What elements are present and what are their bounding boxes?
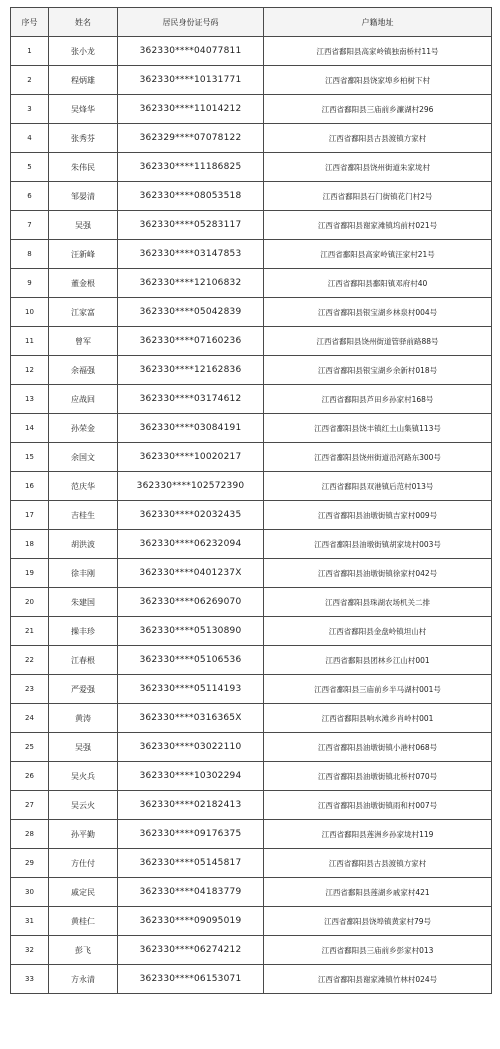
row-address: 江西省鄱阳县高家岭镇独南桥村11号 [264,37,492,66]
row-id-number: 362330****03084191 [118,414,264,443]
row-seq: 20 [11,588,49,617]
row-address: 江西省鄱阳县珠湖农场机关二排 [264,588,492,617]
table-row [11,298,492,327]
row-name: 余福强 [49,356,118,385]
row-id-number: 362330****06269070 [118,588,264,617]
row-id-number: 362330****05283117 [118,211,264,240]
table-row [11,907,492,936]
row-name: 吴烽华 [49,95,118,124]
row-seq: 9 [11,269,49,298]
row-address: 江西省鄱阳县古县渡镇方家村 [264,849,492,878]
row-name: 邹晏清 [49,182,118,211]
table-body [11,37,492,994]
row-seq: 29 [11,849,49,878]
row-id-number: 362330****05042839 [118,298,264,327]
header-address: 户籍地址 [264,8,492,37]
table-header [11,8,492,37]
row-name: 余国文 [49,443,118,472]
row-name: 戚定民 [49,878,118,907]
row-id-number: 362330****03174612 [118,385,264,414]
table-row [11,472,492,501]
row-seq: 6 [11,182,49,211]
table-row [11,646,492,675]
row-seq: 10 [11,298,49,327]
row-seq: 28 [11,820,49,849]
row-name: 朱建国 [49,588,118,617]
row-id-number: 362330****09176375 [118,820,264,849]
row-name: 方仕付 [49,849,118,878]
row-address: 江西省鄱阳县古县渡镇方家村 [264,124,492,153]
row-name: 应战回 [49,385,118,414]
document-page [10,7,491,994]
table-row [11,733,492,762]
row-id-number: 362329****07078122 [118,124,264,153]
table-row [11,849,492,878]
header-name: 姓名 [49,8,118,37]
row-name: 江家富 [49,298,118,327]
table-row [11,530,492,559]
row-name: 董金根 [49,269,118,298]
row-address: 江西省鄱阳县油墩街镇北桥村070号 [264,762,492,791]
table-row [11,878,492,907]
row-address: 江西省鄱阳县油墩街镇徐家村042号 [264,559,492,588]
row-id-number: 362330****10302294 [118,762,264,791]
row-address: 江西省鄱阳县鄱阳镇邓府村40 [264,269,492,298]
row-name: 张小龙 [49,37,118,66]
row-name: 吴火兵 [49,762,118,791]
table-row [11,588,492,617]
row-seq: 31 [11,907,49,936]
header-row [11,8,492,37]
row-address: 江西省鄱阳县三庙前乡半马湖村001号 [264,675,492,704]
table-row [11,240,492,269]
row-name: 胡洪波 [49,530,118,559]
row-id-number: 362330****06232094 [118,530,264,559]
row-seq: 27 [11,791,49,820]
row-address: 江西省鄱阳县莲洲乡孙家垅村119 [264,820,492,849]
row-id-number: 362330****11014212 [118,95,264,124]
row-id-number: 362330****0316365X [118,704,264,733]
row-name: 徐丰刚 [49,559,118,588]
table-row [11,820,492,849]
row-address: 江西省鄱阳县银宝湖乡余新村018号 [264,356,492,385]
row-seq: 17 [11,501,49,530]
table-row [11,617,492,646]
row-seq: 14 [11,414,49,443]
row-address: 江西省鄱阳县饶家埠乡柏树下村 [264,66,492,95]
row-seq: 23 [11,675,49,704]
row-address: 江西省鄱阳县三庙前乡彭家村013 [264,936,492,965]
row-address: 江西省鄱阳县石门街镇花门村2号 [264,182,492,211]
row-name: 吉桂生 [49,501,118,530]
row-name: 吴强 [49,733,118,762]
row-id-number: 362330****06274212 [118,936,264,965]
table-row [11,414,492,443]
row-seq: 15 [11,443,49,472]
row-id-number: 362330****10020217 [118,443,264,472]
row-seq: 21 [11,617,49,646]
row-seq: 8 [11,240,49,269]
table-row [11,762,492,791]
table-row [11,124,492,153]
row-id-number: 362330****10131771 [118,66,264,95]
table-row [11,66,492,95]
row-name: 操丰珍 [49,617,118,646]
row-address: 江西省鄱阳县响水滩乡肖岭村001 [264,704,492,733]
row-address: 江西省鄱阳县银宝湖乡林泉村004号 [264,298,492,327]
row-seq: 26 [11,762,49,791]
row-id-number: 362330****11186825 [118,153,264,182]
row-name: 黄涛 [49,704,118,733]
table-row [11,501,492,530]
row-seq: 5 [11,153,49,182]
row-address: 江西省鄱阳县油墩街镇胡家垅村003号 [264,530,492,559]
row-address: 江西省鄱阳县莲湖乡戚家村421 [264,878,492,907]
row-id-number: 362330****03147853 [118,240,264,269]
row-address: 江西省鄱阳县饶州街道管驿前路88号 [264,327,492,356]
row-name: 朱伟民 [49,153,118,182]
row-name: 严爱强 [49,675,118,704]
row-name: 汪新峰 [49,240,118,269]
row-id-number: 362330****12106832 [118,269,264,298]
row-name: 范庆华 [49,472,118,501]
table-row [11,182,492,211]
row-seq: 4 [11,124,49,153]
row-seq: 13 [11,385,49,414]
row-address: 江西省鄱阳县饶埠镇黄家村79号 [264,907,492,936]
header-seq: 序号 [11,8,49,37]
row-name: 吴云火 [49,791,118,820]
table-row [11,675,492,704]
row-address: 江西省鄱阳县芦田乡孙家村168号 [264,385,492,414]
row-address: 江西省鄱阳县谢家滩镇坞前村021号 [264,211,492,240]
row-id-number: 362330****03022110 [118,733,264,762]
row-name: 吴强 [49,211,118,240]
row-name: 孙平勤 [49,820,118,849]
row-seq: 18 [11,530,49,559]
row-name: 孙荣金 [49,414,118,443]
table-row [11,37,492,66]
table-row [11,704,492,733]
row-seq: 32 [11,936,49,965]
row-address: 江西省鄱阳县双港镇后范村013号 [264,472,492,501]
row-seq: 33 [11,965,49,994]
row-seq: 22 [11,646,49,675]
header-id-number: 居民身份证号码 [118,8,264,37]
row-id-number: 362330****05114193 [118,675,264,704]
row-seq: 2 [11,66,49,95]
row-address: 江西省鄱阳县油墩街镇小港村068号 [264,733,492,762]
table-row [11,559,492,588]
row-seq: 16 [11,472,49,501]
row-seq: 19 [11,559,49,588]
table-row [11,269,492,298]
table-row [11,965,492,994]
table-row [11,385,492,414]
row-seq: 1 [11,37,49,66]
row-id-number: 362330****06153071 [118,965,264,994]
table-row [11,95,492,124]
row-name: 黄桂仁 [49,907,118,936]
row-address: 江西省鄱阳县饶丰镇红土山集镇113号 [264,414,492,443]
row-id-number: 362330****12162836 [118,356,264,385]
table-row [11,443,492,472]
row-address: 江西省鄱阳县谢家滩镇竹林村024号 [264,965,492,994]
row-address: 江西省鄱阳县油墩街镇吉家村009号 [264,501,492,530]
row-address: 江西省鄱阳县饶州街道沿河路东300号 [264,443,492,472]
household-table [10,7,492,994]
row-name: 程炳雄 [49,66,118,95]
row-id-number: 362330****0401237X [118,559,264,588]
row-seq: 30 [11,878,49,907]
row-name: 方永清 [49,965,118,994]
row-name: 曾军 [49,327,118,356]
row-id-number: 362330****02182413 [118,791,264,820]
row-address: 江西省鄱阳县油墩街镇雨和村007号 [264,791,492,820]
table-row [11,327,492,356]
table-row [11,791,492,820]
row-seq: 24 [11,704,49,733]
table-row [11,211,492,240]
row-address: 江西省鄱阳县金盘岭镇坦山村 [264,617,492,646]
row-id-number: 362330****102572390 [118,472,264,501]
table-row [11,153,492,182]
row-address: 江西省鄱阳县三庙前乡濂湖村296 [264,95,492,124]
row-name: 江春根 [49,646,118,675]
row-seq: 3 [11,95,49,124]
row-seq: 25 [11,733,49,762]
row-name: 彭飞 [49,936,118,965]
table-row [11,356,492,385]
row-name: 张秀芬 [49,124,118,153]
row-id-number: 362330****04077811 [118,37,264,66]
row-id-number: 362330****08053518 [118,182,264,211]
row-seq: 12 [11,356,49,385]
row-id-number: 362330****05145817 [118,849,264,878]
row-id-number: 362330****09095019 [118,907,264,936]
row-id-number: 362330****04183779 [118,878,264,907]
row-id-number: 362330****02032435 [118,501,264,530]
row-seq: 7 [11,211,49,240]
row-id-number: 362330****05130890 [118,617,264,646]
row-address: 江西省鄱阳县高家岭镇汪家村21号 [264,240,492,269]
row-seq: 11 [11,327,49,356]
row-address: 江西省鄱阳县团林乡江山村001 [264,646,492,675]
row-id-number: 362330****07160236 [118,327,264,356]
row-address: 江西省鄱阳县饶州街道朱家垅村 [264,153,492,182]
table-row [11,936,492,965]
row-id-number: 362330****05106536 [118,646,264,675]
